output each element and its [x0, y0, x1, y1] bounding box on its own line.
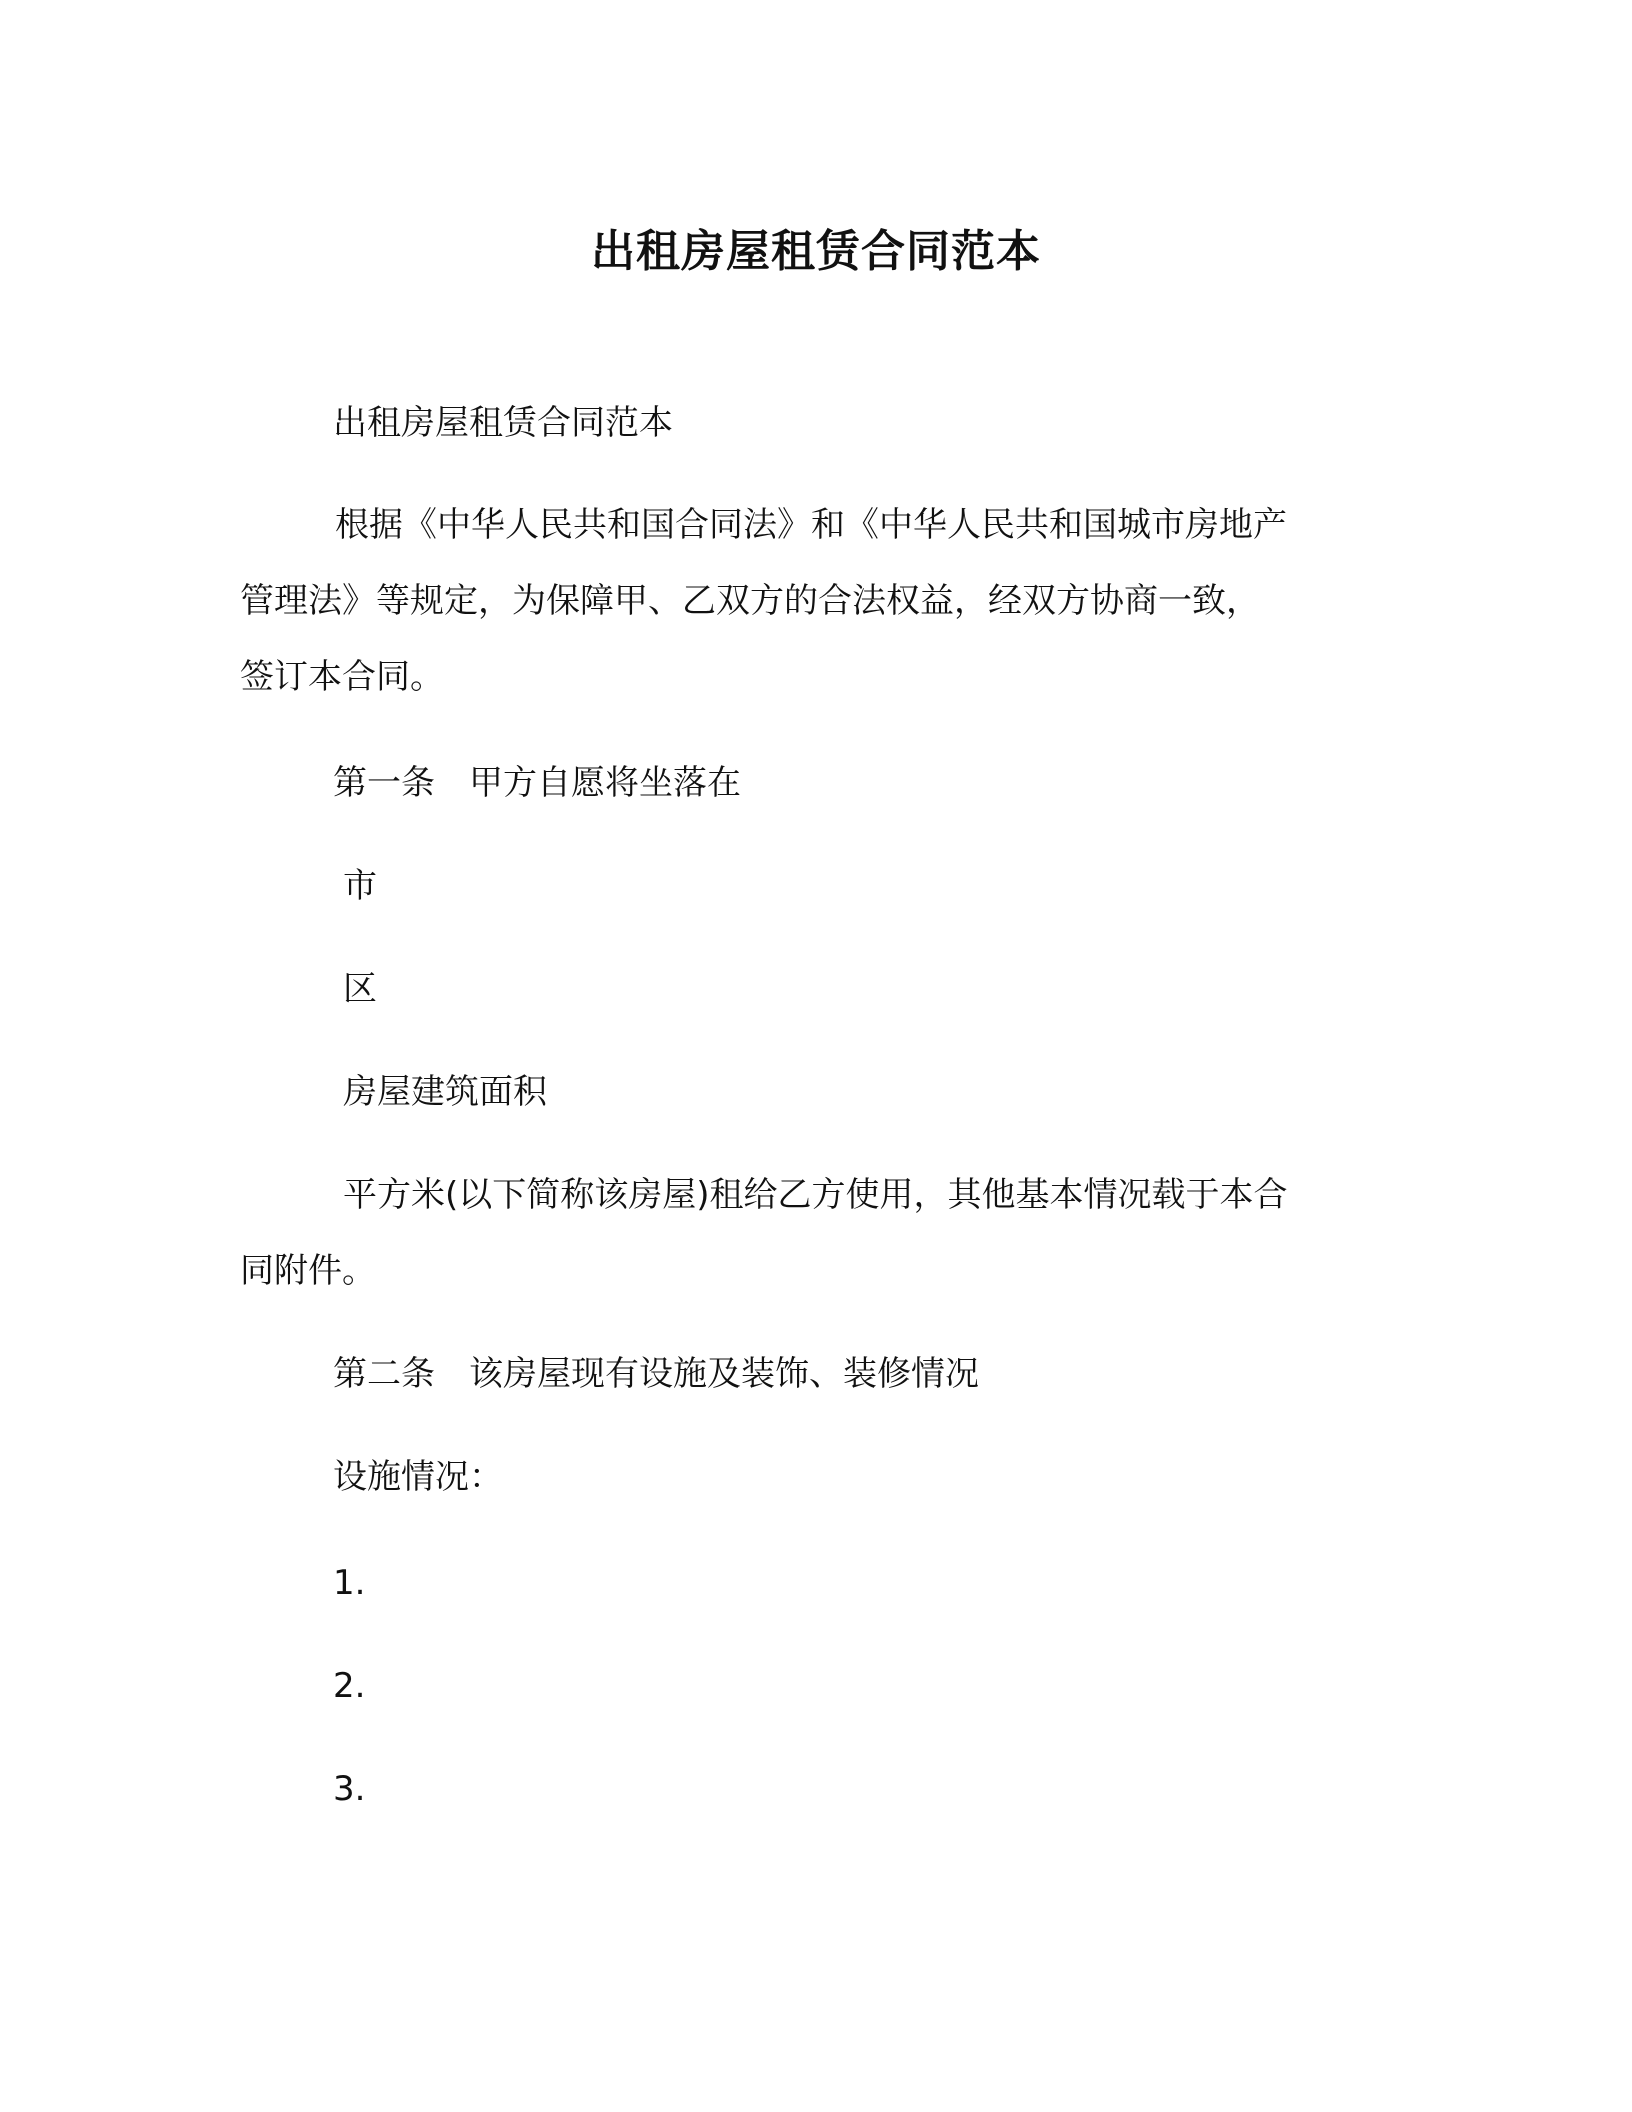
article-1-city: 市: [343, 866, 377, 906]
article-1-district: 区: [343, 969, 377, 1009]
article-1-area-label: 房屋建筑面积: [343, 1072, 547, 1112]
facilities-label: 设施情况：: [333, 1457, 503, 1497]
facility-item-2: 2.: [333, 1666, 366, 1706]
document-title: 出租房屋租赁合同范本: [591, 226, 1041, 277]
article-1-line-1: 平方米(以下简称该房屋)租给乙方使用，其他基本情况载于本合: [343, 1175, 1288, 1215]
preamble-line-2: 管理法》等规定，为保障甲、乙双方的合法权益，经双方协商一致，: [240, 581, 1260, 621]
preamble-paragraph: [240, 487, 1390, 715]
article-1-heading: 第一条 甲方自愿将坐落在: [333, 763, 741, 803]
article-2-heading: 第二条 该房屋现有设施及装饰、装修情况: [333, 1354, 979, 1394]
document-subtitle: 出租房屋租赁合同范本: [333, 403, 673, 443]
facility-item-3: 3.: [333, 1769, 366, 1809]
facility-item-1: 1.: [333, 1563, 366, 1603]
article-1-paragraph: [240, 1157, 1390, 1309]
preamble-line-3: 签订本合同。: [240, 657, 444, 697]
article-1-line-2: 同附件。: [240, 1251, 376, 1291]
preamble-line-1: 根据《中华人民共和国合同法》和《中华人民共和国城市房地产: [335, 505, 1287, 545]
